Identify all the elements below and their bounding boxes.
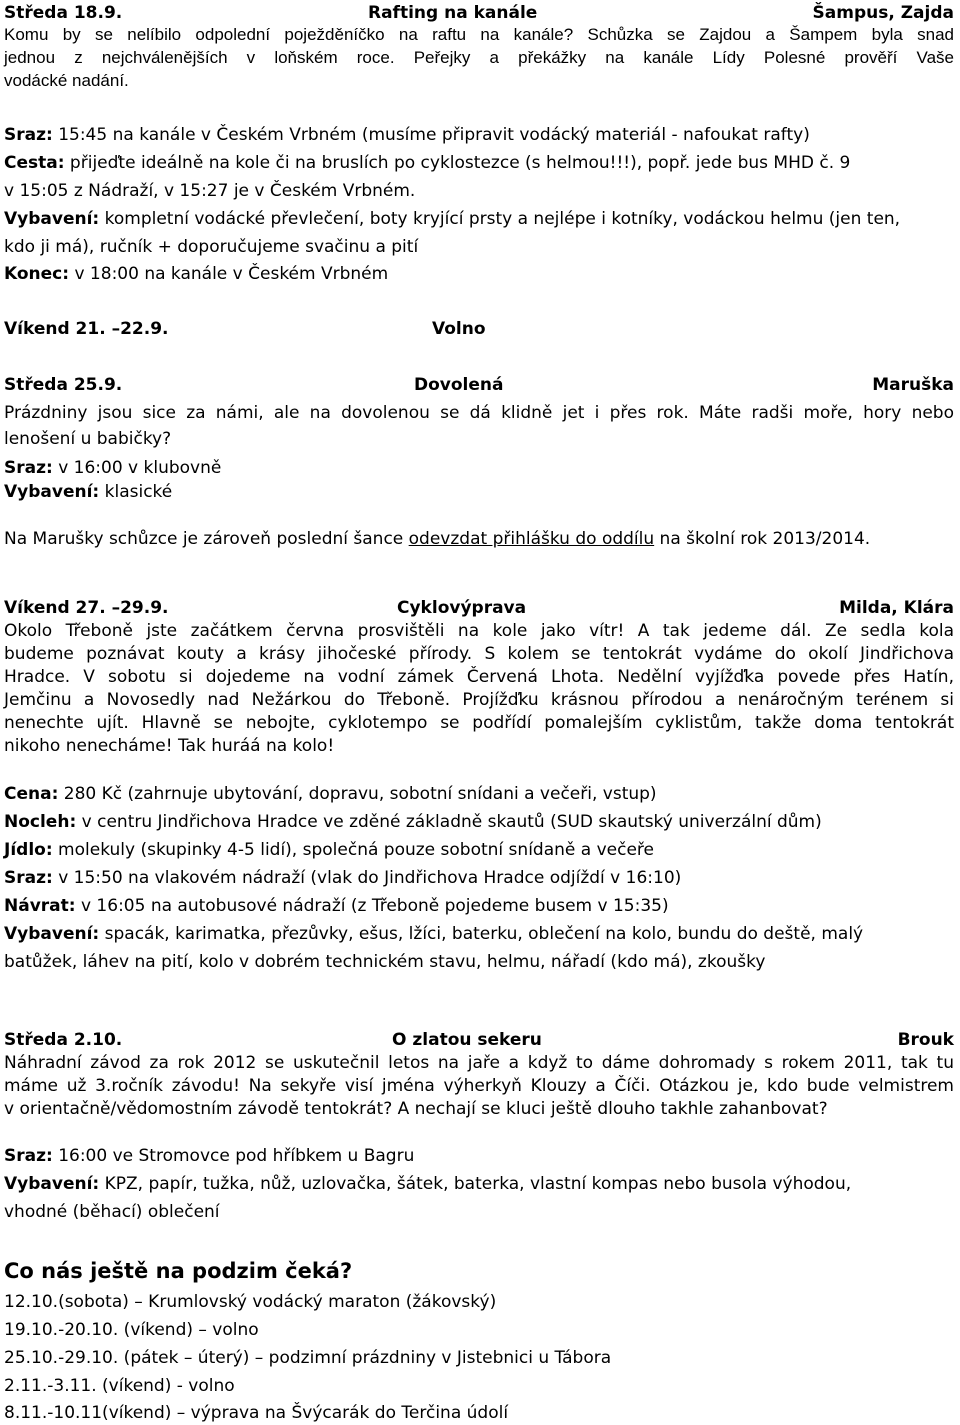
equipment-info xyxy=(4,923,863,945)
event-header xyxy=(4,2,954,24)
event-title: Cyklovýprava xyxy=(397,598,527,618)
meeting-info xyxy=(4,1145,414,1167)
travel-info xyxy=(4,152,850,174)
field-label: Vybavení: xyxy=(4,924,100,944)
field-value: spacák, karimatka, přezůvky, ešus, lžíci, baterku, oblečení na kolo, bundu do deště, malý xyxy=(99,924,864,944)
event-date: Víkend 21. –22.9. xyxy=(4,319,169,339)
event-date: Středa 25.9. xyxy=(4,375,123,395)
meeting-info xyxy=(4,457,221,479)
field-label: Cesta: xyxy=(4,153,65,173)
event-description-line: jednou z nejchválenějších v loňském roce. Peřejky a překážky na kanále Lídy Polesné prověří Vaše xyxy=(4,48,954,67)
food-info xyxy=(4,839,654,861)
event-header xyxy=(4,318,954,340)
event-date: Víkend 27. –29.9. xyxy=(4,598,169,618)
event-title: Rafting na kanále xyxy=(368,3,538,23)
event-description-line: vodácké nadání. xyxy=(4,71,129,90)
event-header xyxy=(4,597,954,619)
event-header xyxy=(4,374,954,396)
price-info xyxy=(4,783,657,805)
autumn-heading: Co nás ještě na podzim čeká? xyxy=(4,1259,353,1283)
event-description-line: nenechte ujít. Hlavně se nebojte, cyklotempo se podřídí pomalejším cyklistům, takže doma tentokrát xyxy=(4,713,954,733)
field-label: Vybavení: xyxy=(4,482,100,502)
travel-info-cont: v 15:05 z Nádraží, v 15:27 je v Českém Vrbném. xyxy=(4,181,416,201)
list-item: 12.10.(sobota) – Krumlovský vodácký maraton (žákovský) xyxy=(4,1292,497,1312)
event-description-line: Jemčinu a Novosedly nad Nežárkou do Třeboně. Projížďku krásnou přírodou a nenáročným terénem si xyxy=(4,690,954,710)
event-title: Volno xyxy=(432,319,486,339)
event-title: Dovolená xyxy=(414,375,504,395)
event-date: Středa 2.10. xyxy=(4,1030,123,1050)
list-item: 19.10.-20.10. (víkend) – volno xyxy=(4,1320,259,1340)
field-label: Sraz: xyxy=(4,868,53,888)
field-value: KPZ, papír, tužka, nůž, uzlovačka, šátek, baterka, vlastní kompas nebo busola výhodou, xyxy=(99,1174,852,1194)
field-value: v 16:00 v klubovně xyxy=(52,458,222,478)
event-description-line: budeme poznávat kouty a krásy jihočeské přírody. S kolem se tentokrát vydáme do okolí Jindřichova xyxy=(4,644,954,664)
field-label: Vybavení: xyxy=(4,209,100,229)
event-leaders: Milda, Klára xyxy=(839,598,954,618)
field-label: Sraz: xyxy=(4,1146,53,1166)
event-description-line: v orientačně/vědomostním závodě tentokrát? A nechají se kluci ještě dlouho takhle zahanbovat? xyxy=(4,1099,828,1119)
event-leaders: Brouk xyxy=(897,1030,954,1050)
event-title: O zlatou sekeru xyxy=(392,1030,542,1050)
field-value: 280 Kč (zahrnuje ubytování, dopravu, sobotní snídani a večeři, vstup) xyxy=(58,784,657,804)
equipment-info-cont: vhodné (běhací) oblečení xyxy=(4,1202,220,1222)
event-leaders: Maruška xyxy=(872,375,954,395)
registration-link[interactable]: odevzdat přihlášku do oddílu xyxy=(408,529,655,549)
list-item: 25.10.-29.10. (pátek – úterý) – podzimní prázdniny v Jistebnici u Tábora xyxy=(4,1348,612,1368)
equipment-info xyxy=(4,481,172,503)
equipment-info-cont: kdo ji má), ručník + doporučujeme svačinu a pití xyxy=(4,237,419,257)
event-description-line: lenošení u babičky? xyxy=(4,429,172,449)
event-description-line: Okolo Třeboně jste začátkem června prosvištěli na kole jako vítr! A tak jedeme dál. Ze sedla kola xyxy=(4,621,954,641)
field-label: Cena: xyxy=(4,784,59,804)
event-date: Středa 18.9. xyxy=(4,3,123,23)
field-label: Jídlo: xyxy=(4,840,53,860)
equipment-info-cont: batůžek, láhev na pití, kolo v dobrém technickém stavu, helmu, nářadí (kdo má), zkoušky xyxy=(4,952,766,972)
field-value: v 16:05 na autobusové nádraží (z Třeboně pojedeme busem v 15:35) xyxy=(75,896,669,916)
field-label: Sraz: xyxy=(4,125,53,145)
accommodation-info xyxy=(4,811,822,833)
field-label: Sraz: xyxy=(4,458,53,478)
equipment-info xyxy=(4,1173,851,1195)
field-value: v 18:00 na kanále v Českém Vrbném xyxy=(69,264,389,284)
list-item: 2.11.-3.11. (víkend) - volno xyxy=(4,1376,235,1396)
event-leaders: Šampus, Zajda xyxy=(812,3,954,23)
event-description-line: máme už 3.ročník závodu! Na sekyře visí jména výherkyň Klouzy a Číči. Otázkou je, kdo bude velmistrem xyxy=(4,1076,954,1096)
field-value: v 15:50 na vlakovém nádraží (vlak do Jindřichova Hradce odjíždí v 16:10) xyxy=(52,868,682,888)
equipment-info xyxy=(4,208,900,230)
return-info xyxy=(4,895,669,917)
registration-note: Na Marušky schůzce je zároveň poslední šance odevzdat přihlášku do oddílu na školní rok 2013/2014. xyxy=(4,529,871,549)
field-label: Návrat: xyxy=(4,896,76,916)
field-label: Vybavení: xyxy=(4,1174,100,1194)
field-label: Nocleh: xyxy=(4,812,77,832)
event-description-line: Prázdniny jsou sice za námi, ale na dovolenou se dá klidně jet i přes rok. Máte radši moře, hory nebo xyxy=(4,403,954,423)
event-description-line: nikoho nenecháme! Tak huráá na kolo! xyxy=(4,736,335,756)
field-value: 16:00 ve Stromovce pod hříbkem u Bagru xyxy=(52,1146,415,1166)
field-label: Konec: xyxy=(4,264,70,284)
event-description-line: Hradce. V sobotu si dojedeme na vodní zámek Červená Lhota. Nedělní vyjížďka povede přes Hatín, xyxy=(4,667,954,687)
field-value: 15:45 na kanále v Českém Vrbném (musíme připravit vodácký materiál - nafoukat rafty) xyxy=(52,125,810,145)
event-header xyxy=(4,1029,954,1051)
end-info xyxy=(4,263,388,285)
meeting-info xyxy=(4,124,810,146)
field-value: klasické xyxy=(99,482,173,502)
field-value: molekuly (skupinky 4-5 lidí), společná pouze sobotní snídaně a večeře xyxy=(52,840,654,860)
event-description-line: Náhradní závod za rok 2012 se uskutečnil letos na jaře a když to dáme dohromady s rokem 2011, tak tu xyxy=(4,1053,954,1073)
list-item: 8.11.-10.11(víkend) – výprava na Švýcarák do Terčina údolí xyxy=(4,1403,509,1423)
meeting-info xyxy=(4,867,681,889)
field-value: přijeďte ideálně na kole či na bruslích po cyklostezce (s helmou!!!), popř. jede bus MHD č. 9 xyxy=(64,153,851,173)
field-value: kompletní vodácké převlečení, boty kryjící prsty a nejlépe i kotníky, vodáckou helmu (jen ten, xyxy=(99,209,901,229)
field-value: v centru Jindřichova Hradce ve zděné základně skautů (SUD skautský univerzální dům) xyxy=(76,812,822,832)
event-description-line: Komu by se nelíbilo odpolední poježděníčko na raftu na kanále? Schůzka se Zajdou a Šampem byla snad xyxy=(4,25,954,44)
